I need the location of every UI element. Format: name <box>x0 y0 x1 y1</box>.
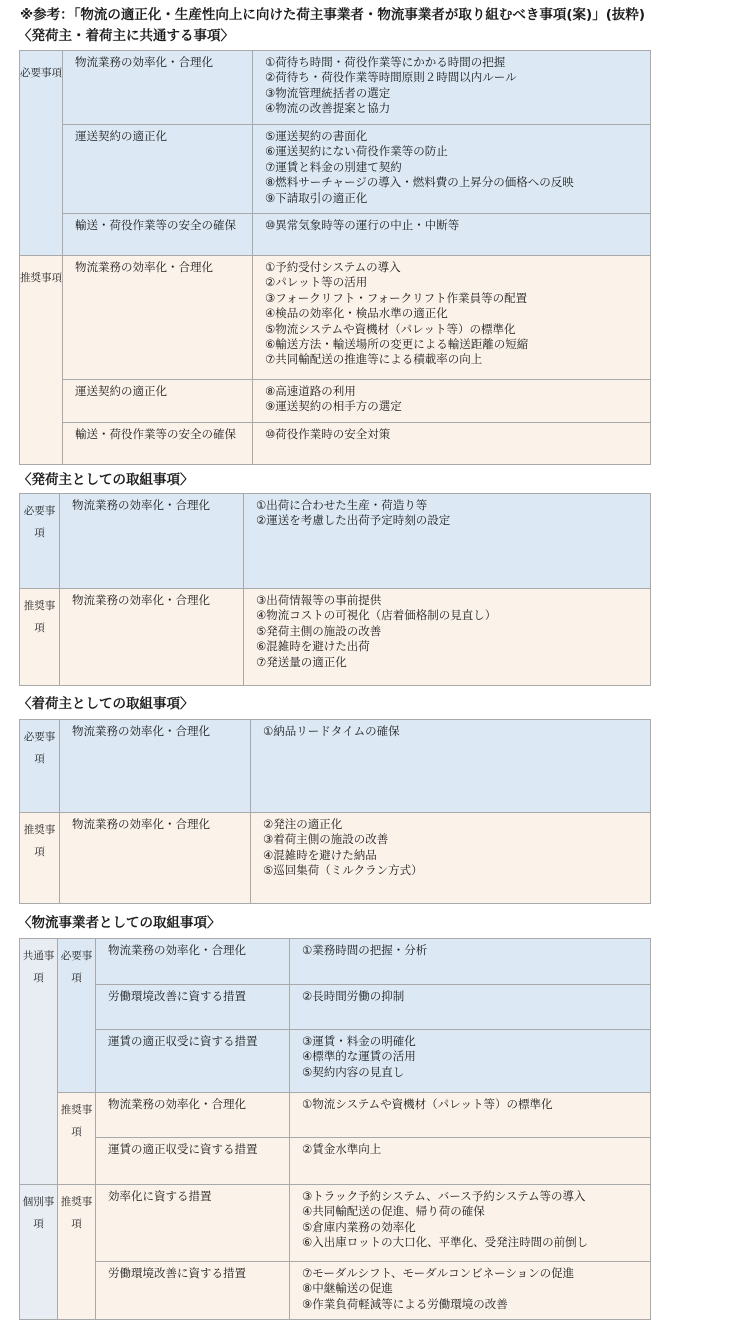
list-item: ⑥混雑時を避けた出荷 <box>256 639 370 654</box>
list-item: ④標準的な運賃の活用 <box>302 1049 416 1064</box>
list-item: ②パレット等の活用 <box>265 275 368 290</box>
category-cell: 運送契約の適正化 <box>63 125 253 214</box>
section-heading-common: 〈発荷主・着荷主に共通する事項〉 <box>18 28 234 44</box>
category-cell: 物流業務の効率化・合理化 <box>96 1093 290 1138</box>
list-item: ⑧高速道路の利用 <box>265 384 356 398</box>
items-cell <box>253 125 651 214</box>
items-cell <box>244 589 651 686</box>
list-item: ⑦共同輸配送の推進等による積載率の向上 <box>265 352 483 367</box>
category-cell: 物流業務の効率化・合理化 <box>63 51 253 125</box>
required-label: 必要事項 <box>20 51 63 256</box>
category-cell: 物流業務の効率化・合理化 <box>60 494 244 589</box>
table-row <box>20 494 651 589</box>
section-heading-shipper: 〈発荷主としての取組事項〉 <box>18 472 194 488</box>
category-cell: 物流業務の効率化・合理化 <box>60 720 251 813</box>
list-item: ⑩荷役作業時の安全対策 <box>265 427 391 441</box>
items-cell <box>290 1093 651 1138</box>
list-item: ⑦モーダルシフト、モーダルコンビネーションの促進 <box>302 1266 575 1280</box>
list-item: ③物流管理統括者の選定 <box>265 85 391 100</box>
category-cell: 運送契約の適正化 <box>63 380 253 423</box>
table-row <box>20 380 651 423</box>
list-item: ④混雑時を避けた納品 <box>263 847 377 862</box>
table-row <box>20 720 651 813</box>
list-item: ⑧中継輸送の促進 <box>302 1281 393 1296</box>
list-item: ⑨下請取引の適正化 <box>265 190 368 205</box>
list-item: ⑨作業負荷軽減等による労働環境の改善 <box>302 1296 508 1311</box>
category-cell: 労働環境改善に資する措置 <box>96 985 290 1030</box>
list-item: ③運賃・料金の明確化 <box>302 1034 416 1048</box>
list-item: ①予約受付システムの導入 <box>265 260 401 274</box>
table-row <box>20 939 651 985</box>
list-item: ⑤契約内容の見直し <box>302 1064 405 1079</box>
section-heading-carrier: 〈物流事業者としての取組事項〉 <box>18 915 221 931</box>
category-cell: 物流業務の効率化・合理化 <box>63 256 253 380</box>
list-item: ③フォークリフト・フォークリフト作業員等の配置 <box>265 290 528 305</box>
recommended-label: 推奨事項 <box>20 256 63 465</box>
table-row <box>20 589 651 686</box>
list-item: ③トラック予約システム、バース予約システム等の導入 <box>302 1189 586 1203</box>
recommended-label: 推奨事項 <box>20 589 60 686</box>
list-item: ⑧燃料サーチャージの導入・燃料費の上昇分の価格への反映 <box>265 175 574 190</box>
category-cell: 効率化に資する措置 <box>96 1185 290 1262</box>
category-cell: 運賃の適正収受に資する措置 <box>96 1138 290 1185</box>
table-row <box>20 256 651 380</box>
page-title: ※参考：「物流の適正化・生産性向上に向けた荷主事業者・物流事業者が取り組むべき事項(案)」(抜粋) <box>20 7 646 23</box>
list-item: ④物流の改善提案と協力 <box>265 101 391 116</box>
items-cell <box>244 494 651 589</box>
items-cell <box>253 51 651 125</box>
recommended-label: 推奨事項 <box>58 1093 96 1185</box>
list-item: ⑥輸送方法・輸送場所の変更による輸送距離の短縮 <box>265 337 529 352</box>
items-cell <box>253 380 651 423</box>
category-cell: 労働環境改善に資する措置 <box>96 1262 290 1320</box>
items-cell <box>253 214 651 256</box>
list-item: ⑩異常気象時等の運行の中止・中断等 <box>265 218 460 232</box>
category-cell: 輸送・荷役作業等の安全の確保 <box>63 423 253 465</box>
list-item: ⑥入出庫ロットの大口化、平準化、受発注時間の前倒し <box>302 1235 589 1250</box>
list-item: ①業務時間の把握・分析 <box>302 943 428 957</box>
items-cell <box>251 720 651 813</box>
list-item: ②発注の適正化 <box>263 817 343 831</box>
items-cell <box>253 423 651 465</box>
category-cell: 物流業務の効率化・合理化 <box>60 813 251 904</box>
list-item: ④物流コストの可視化（店着価格制の見直し） <box>256 608 497 623</box>
table-common <box>19 50 651 465</box>
list-item: ①物流システムや資機材（パレット等）の標準化 <box>302 1097 553 1111</box>
section-heading-consignee: 〈着荷主としての取組事項〉 <box>18 696 194 712</box>
list-item: ②荷待ち・荷役作業等時間原則２時間以内ルール <box>265 70 517 85</box>
required-label: 必要事項 <box>58 939 96 1093</box>
table-consignee <box>19 719 651 904</box>
category-cell: 物流業務の効率化・合理化 <box>60 589 244 686</box>
common-label: 共通事項 <box>20 939 58 1185</box>
list-item: ③着荷主側の施設の改善 <box>263 832 389 847</box>
table-row <box>20 214 651 256</box>
table-carrier <box>19 938 651 1320</box>
list-item: ③出荷情報等の事前提供 <box>256 593 382 607</box>
table-row <box>20 1093 651 1138</box>
list-item: ②運送を考慮した出荷予定時刻の設定 <box>256 513 451 528</box>
list-item: ⑥運送契約にない荷役作業等の防止 <box>265 144 448 159</box>
required-label: 必要事項 <box>20 494 60 589</box>
table-row <box>20 51 651 125</box>
items-cell <box>290 1262 651 1320</box>
items-cell <box>290 939 651 985</box>
list-item: ⑤発荷主側の施設の改善 <box>256 623 382 638</box>
table-row <box>20 985 651 1030</box>
table-row <box>20 813 651 904</box>
list-item: ⑨運送契約の相手方の選定 <box>265 399 402 414</box>
items-cell <box>290 985 651 1030</box>
items-cell <box>290 1185 651 1262</box>
required-label: 必要事項 <box>20 720 60 813</box>
list-item: ⑤物流システムや資機材（パレット等）の標準化 <box>265 321 516 336</box>
items-cell <box>253 256 651 380</box>
list-item: ②賃金水準向上 <box>302 1142 382 1156</box>
table-row <box>20 423 651 465</box>
list-item: ⑦発送量の適正化 <box>256 654 347 669</box>
list-item: ①出荷に合わせた生産・荷造り等 <box>256 498 428 512</box>
recommended-label: 推奨事項 <box>58 1185 96 1320</box>
recommended-label: 推奨事項 <box>20 813 60 904</box>
list-item: ②長時間労働の抑制 <box>302 989 405 1003</box>
table-row <box>20 125 651 214</box>
list-item: ⑤運送契約の書面化 <box>265 129 368 143</box>
items-cell <box>290 1138 651 1185</box>
items-cell <box>290 1030 651 1093</box>
table-row <box>20 1185 651 1262</box>
list-item: ⑤巡回集荷（ミルクラン方式） <box>263 863 423 878</box>
list-item: ④検品の効率化・検品水準の適正化 <box>265 306 448 321</box>
list-item: ⑦運賃と料金の別建て契約 <box>265 159 402 174</box>
items-cell <box>251 813 651 904</box>
list-item: ①荷待ち時間・荷役作業等にかかる時間の把握 <box>265 55 506 69</box>
category-cell: 物流業務の効率化・合理化 <box>96 939 290 985</box>
list-item: ⑤倉庫内業務の効率化 <box>302 1219 416 1234</box>
table-row <box>20 1030 651 1093</box>
list-item: ④共同輸配送の促進、帰り荷の確保 <box>302 1204 485 1219</box>
individual-label: 個別事項 <box>20 1185 58 1320</box>
category-cell: 輸送・荷役作業等の安全の確保 <box>63 214 253 256</box>
list-item: ①納品リードタイムの確保 <box>263 724 400 738</box>
table-shipper <box>19 493 651 686</box>
table-row <box>20 1138 651 1185</box>
category-cell: 運賃の適正収受に資する措置 <box>96 1030 290 1093</box>
table-row <box>20 1262 651 1320</box>
